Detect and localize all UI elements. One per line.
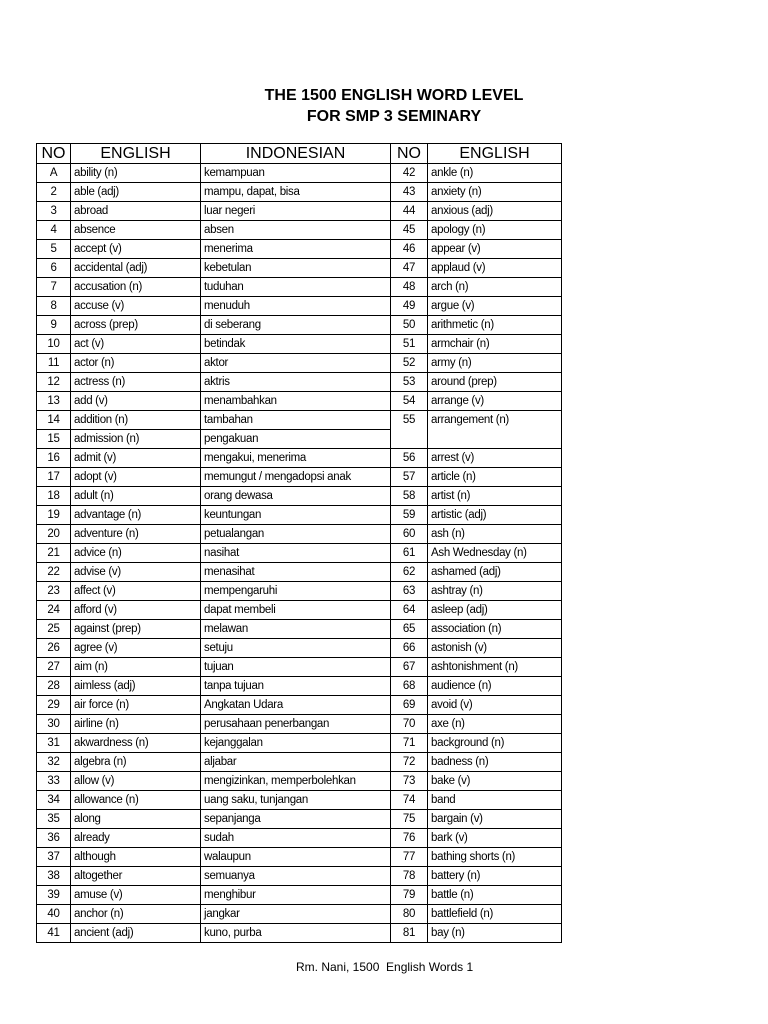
english-word-left: allow (v) <box>71 772 201 791</box>
row-number-right: 50 <box>391 316 428 335</box>
table-row <box>37 164 562 183</box>
indonesian-translation: nasihat <box>201 544 391 563</box>
table-row <box>37 259 562 278</box>
header-no-left: NO <box>37 144 71 164</box>
row-number-left: 13 <box>37 392 71 411</box>
row-number-left: 8 <box>37 297 71 316</box>
english-word-right: asleep (adj) <box>428 601 562 620</box>
english-word-right: applaud (v) <box>428 259 562 278</box>
row-number-right: 75 <box>391 810 428 829</box>
row-number-right: 64 <box>391 601 428 620</box>
vocabulary-table <box>36 143 562 943</box>
row-number-right: 81 <box>391 924 428 943</box>
indonesian-translation: keuntungan <box>201 506 391 525</box>
row-number-left: 36 <box>37 829 71 848</box>
english-word-left: agree (v) <box>71 639 201 658</box>
english-word-left: adventure (n) <box>71 525 201 544</box>
row-number-right: 72 <box>391 753 428 772</box>
row-number-left: 17 <box>37 468 71 487</box>
row-number-left: 32 <box>37 753 71 772</box>
row-number-right: 49 <box>391 297 428 316</box>
english-word-right: bay (n) <box>428 924 562 943</box>
row-number-right: 67 <box>391 658 428 677</box>
row-number-right: 68 <box>391 677 428 696</box>
english-word-left: advice (n) <box>71 544 201 563</box>
row-number-right: 62 <box>391 563 428 582</box>
table-row <box>37 601 562 620</box>
english-word-left: addition (n) <box>71 411 201 430</box>
row-number-left: 35 <box>37 810 71 829</box>
table-row <box>37 354 562 373</box>
english-word-right: arrest (v) <box>428 449 562 468</box>
row-number-right: 79 <box>391 886 428 905</box>
indonesian-translation: petualangan <box>201 525 391 544</box>
table-row <box>37 734 562 753</box>
english-word-right: appear (v) <box>428 240 562 259</box>
english-word-right: ashamed (adj) <box>428 563 562 582</box>
row-number-left: 15 <box>37 430 71 449</box>
english-word-right: ashtray (n) <box>428 582 562 601</box>
table-row <box>37 848 562 867</box>
row-number-right: 59 <box>391 506 428 525</box>
english-word-right: axe (n) <box>428 715 562 734</box>
row-number-right: 73 <box>391 772 428 791</box>
row-number-left: 21 <box>37 544 71 563</box>
english-word-left: abroad <box>71 202 201 221</box>
indonesian-translation: menerima <box>201 240 391 259</box>
english-word-left: across (prep) <box>71 316 201 335</box>
table-row <box>37 658 562 677</box>
indonesian-translation: walaupun <box>201 848 391 867</box>
row-number-left: 23 <box>37 582 71 601</box>
table-row <box>37 829 562 848</box>
table-row <box>37 886 562 905</box>
indonesian-translation: semuanya <box>201 867 391 886</box>
row-number-left: 24 <box>37 601 71 620</box>
header-english-right: ENGLISH <box>428 144 562 164</box>
row-number-left: 10 <box>37 335 71 354</box>
table-row <box>37 791 562 810</box>
indonesian-translation: luar negeri <box>201 202 391 221</box>
indonesian-translation: orang dewasa <box>201 487 391 506</box>
english-word-right: bark (v) <box>428 829 562 848</box>
row-number-right: 52 <box>391 354 428 373</box>
row-number-right: 44 <box>391 202 428 221</box>
row-number-right: 61 <box>391 544 428 563</box>
row-number-right: 46 <box>391 240 428 259</box>
header-english-left: ENGLISH <box>71 144 201 164</box>
english-word-left: accept (v) <box>71 240 201 259</box>
row-number-right: 63 <box>391 582 428 601</box>
row-number-left: 26 <box>37 639 71 658</box>
english-word-left: allowance (n) <box>71 791 201 810</box>
row-number-left: 6 <box>37 259 71 278</box>
english-word-right: avoid (v) <box>428 696 562 715</box>
english-word-right: army (n) <box>428 354 562 373</box>
english-word-right: background (n) <box>428 734 562 753</box>
row-number-right: 70 <box>391 715 428 734</box>
indonesian-translation: melawan <box>201 620 391 639</box>
english-word-right: argue (v) <box>428 297 562 316</box>
english-word-left: accuse (v) <box>71 297 201 316</box>
row-number-left: 34 <box>37 791 71 810</box>
indonesian-translation: kuno, purba <box>201 924 391 943</box>
row-number-left: 31 <box>37 734 71 753</box>
table-row <box>37 373 562 392</box>
row-number-right: 78 <box>391 867 428 886</box>
english-word-left: amuse (v) <box>71 886 201 905</box>
row-number-right: 71 <box>391 734 428 753</box>
english-word-left: air force (n) <box>71 696 201 715</box>
table-row <box>37 924 562 943</box>
english-word-left: against (prep) <box>71 620 201 639</box>
table-row <box>37 506 562 525</box>
table-row <box>37 525 562 544</box>
english-word-left: able (adj) <box>71 183 201 202</box>
row-number-right: 77 <box>391 848 428 867</box>
table-row <box>37 867 562 886</box>
indonesian-translation: jangkar <box>201 905 391 924</box>
indonesian-translation: mengakui, menerima <box>201 449 391 468</box>
english-word-right: battery (n) <box>428 867 562 886</box>
header-indonesian: INDONESIAN <box>201 144 391 164</box>
english-word-right: ash (n) <box>428 525 562 544</box>
row-number-right: 60 <box>391 525 428 544</box>
indonesian-translation: sudah <box>201 829 391 848</box>
indonesian-translation: aktris <box>201 373 391 392</box>
indonesian-translation: tanpa tujuan <box>201 677 391 696</box>
row-number-right: 80 <box>391 905 428 924</box>
english-word-right: battlefield (n) <box>428 905 562 924</box>
row-number-left: 30 <box>37 715 71 734</box>
indonesian-translation: mempengaruhi <box>201 582 391 601</box>
table-row <box>37 620 562 639</box>
english-word-right: bake (v) <box>428 772 562 791</box>
row-number-left: 11 <box>37 354 71 373</box>
table-row <box>37 677 562 696</box>
indonesian-translation: kebetulan <box>201 259 391 278</box>
english-word-right: Ash Wednesday (n) <box>428 544 562 563</box>
indonesian-translation: tuduhan <box>201 278 391 297</box>
row-number-left: 14 <box>37 411 71 430</box>
row-number-left: 5 <box>37 240 71 259</box>
indonesian-translation: aktor <box>201 354 391 373</box>
indonesian-translation: menghibur <box>201 886 391 905</box>
table-row <box>37 905 562 924</box>
row-number-left: 33 <box>37 772 71 791</box>
indonesian-translation: menuduh <box>201 297 391 316</box>
row-number-left: 16 <box>37 449 71 468</box>
row-number-left: 18 <box>37 487 71 506</box>
row-number-right: 65 <box>391 620 428 639</box>
indonesian-translation: menasihat <box>201 563 391 582</box>
indonesian-translation: uang saku, tunjangan <box>201 791 391 810</box>
english-word-left: aim (n) <box>71 658 201 677</box>
english-word-left: aimless (adj) <box>71 677 201 696</box>
english-word-left: advantage (n) <box>71 506 201 525</box>
row-number-left: 29 <box>37 696 71 715</box>
indonesian-translation: setuju <box>201 639 391 658</box>
english-word-left: absence <box>71 221 201 240</box>
page-footer: Rm. Nani, 1500 English Words 1 <box>296 960 474 974</box>
english-word-right: anxious (adj) <box>428 202 562 221</box>
row-number-left: 4 <box>37 221 71 240</box>
english-word-left: ancient (adj) <box>71 924 201 943</box>
table-row <box>37 753 562 772</box>
table-row <box>37 392 562 411</box>
english-word-right: battle (n) <box>428 886 562 905</box>
row-number-left: 9 <box>37 316 71 335</box>
indonesian-translation: betindak <box>201 335 391 354</box>
table-row <box>37 810 562 829</box>
row-number-left: 41 <box>37 924 71 943</box>
table-row <box>37 582 562 601</box>
table-row <box>37 240 562 259</box>
english-word-left: anchor (n) <box>71 905 201 924</box>
english-word-right: artist (n) <box>428 487 562 506</box>
english-word-left: accidental (adj) <box>71 259 201 278</box>
table-row <box>37 449 562 468</box>
table-row <box>37 335 562 354</box>
row-number-left: 3 <box>37 202 71 221</box>
indonesian-translation: tujuan <box>201 658 391 677</box>
english-word-left: admission (n) <box>71 430 201 449</box>
row-number-left: 20 <box>37 525 71 544</box>
english-word-left: akwardness (n) <box>71 734 201 753</box>
indonesian-translation: tambahan <box>201 411 391 430</box>
row-number-left: 39 <box>37 886 71 905</box>
document-title-line-1: THE 1500 ENGLISH WORD LEVEL <box>264 87 524 104</box>
row-number-right: 53 <box>391 373 428 392</box>
row-number-left: 7 <box>37 278 71 297</box>
table-row <box>37 487 562 506</box>
english-word-left: advise (v) <box>71 563 201 582</box>
english-word-right: bargain (v) <box>428 810 562 829</box>
row-number-right: 58 <box>391 487 428 506</box>
table-row <box>37 772 562 791</box>
table-row <box>37 544 562 563</box>
row-number-right: 43 <box>391 183 428 202</box>
english-word-right: astonish (v) <box>428 639 562 658</box>
row-number-left: 12 <box>37 373 71 392</box>
english-word-left: although <box>71 848 201 867</box>
indonesian-translation: memungut / mengadopsi anak <box>201 468 391 487</box>
row-number-right: 45 <box>391 221 428 240</box>
document-title-line-2: FOR SMP 3 SEMINARY <box>306 108 482 125</box>
row-number-right: 69 <box>391 696 428 715</box>
table-row <box>37 202 562 221</box>
english-word-left: airline (n) <box>71 715 201 734</box>
english-word-right: band <box>428 791 562 810</box>
row-number-left: 22 <box>37 563 71 582</box>
english-word-right: association (n) <box>428 620 562 639</box>
table-row <box>37 563 562 582</box>
row-number-right: 48 <box>391 278 428 297</box>
english-word-left: actor (n) <box>71 354 201 373</box>
table-row <box>37 183 562 202</box>
english-word-left: add (v) <box>71 392 201 411</box>
row-number-right: 55 <box>391 411 428 449</box>
indonesian-translation: dapat membeli <box>201 601 391 620</box>
english-word-right: around (prep) <box>428 373 562 392</box>
english-word-right: arch (n) <box>428 278 562 297</box>
row-number-left: 28 <box>37 677 71 696</box>
table-row <box>37 639 562 658</box>
english-word-right: bathing shorts (n) <box>428 848 562 867</box>
indonesian-translation: pengakuan <box>201 430 391 449</box>
english-word-right: ashtonishment (n) <box>428 658 562 677</box>
row-number-left: 2 <box>37 183 71 202</box>
table-row <box>37 696 562 715</box>
indonesian-translation: aljabar <box>201 753 391 772</box>
row-number-right: 47 <box>391 259 428 278</box>
english-word-right: anxiety (n) <box>428 183 562 202</box>
table-row <box>37 297 562 316</box>
indonesian-translation: mampu, dapat, bisa <box>201 183 391 202</box>
english-word-right: ankle (n) <box>428 164 562 183</box>
row-number-left: 19 <box>37 506 71 525</box>
table-row <box>37 715 562 734</box>
indonesian-translation: Angkatan Udara <box>201 696 391 715</box>
header-no-right: NO <box>391 144 428 164</box>
row-number-right: 56 <box>391 449 428 468</box>
indonesian-translation: perusahaan penerbangan <box>201 715 391 734</box>
english-word-left: accusation (n) <box>71 278 201 297</box>
indonesian-translation: mengizinkan, memperbolehkan <box>201 772 391 791</box>
english-word-left: algebra (n) <box>71 753 201 772</box>
table-row <box>37 316 562 335</box>
english-word-left: adopt (v) <box>71 468 201 487</box>
english-word-left: along <box>71 810 201 829</box>
english-word-left: adult (n) <box>71 487 201 506</box>
english-word-right: apology (n) <box>428 221 562 240</box>
table-row <box>37 278 562 297</box>
english-word-left: ability (n) <box>71 164 201 183</box>
row-number-left: 27 <box>37 658 71 677</box>
indonesian-translation: absen <box>201 221 391 240</box>
english-word-right: audience (n) <box>428 677 562 696</box>
row-number-right: 54 <box>391 392 428 411</box>
english-word-right: badness (n) <box>428 753 562 772</box>
table-body <box>37 164 562 943</box>
row-number-left: 38 <box>37 867 71 886</box>
row-number-left: 40 <box>37 905 71 924</box>
row-number-left: A <box>37 164 71 183</box>
english-word-left: admit (v) <box>71 449 201 468</box>
english-word-right: artistic (adj) <box>428 506 562 525</box>
english-word-left: altogether <box>71 867 201 886</box>
row-number-left: 37 <box>37 848 71 867</box>
english-word-left: actress (n) <box>71 373 201 392</box>
english-word-left: afford (v) <box>71 601 201 620</box>
english-word-left: act (v) <box>71 335 201 354</box>
english-word-right: article (n) <box>428 468 562 487</box>
table-row <box>37 221 562 240</box>
indonesian-translation: kemampuan <box>201 164 391 183</box>
row-number-right: 42 <box>391 164 428 183</box>
table-row <box>37 411 562 430</box>
row-number-right: 66 <box>391 639 428 658</box>
indonesian-translation: kejanggalan <box>201 734 391 753</box>
english-word-right: arrangement (n) <box>428 411 562 449</box>
english-word-left: already <box>71 829 201 848</box>
english-word-right: arithmetic (n) <box>428 316 562 335</box>
table-header-row <box>37 144 562 164</box>
english-word-left: affect (v) <box>71 582 201 601</box>
indonesian-translation: di seberang <box>201 316 391 335</box>
english-word-right: arrange (v) <box>428 392 562 411</box>
indonesian-translation: menambahkan <box>201 392 391 411</box>
row-number-left: 25 <box>37 620 71 639</box>
english-word-right: armchair (n) <box>428 335 562 354</box>
row-number-right: 76 <box>391 829 428 848</box>
indonesian-translation: sepanjanga <box>201 810 391 829</box>
table-row <box>37 468 562 487</box>
row-number-right: 74 <box>391 791 428 810</box>
row-number-right: 51 <box>391 335 428 354</box>
row-number-right: 57 <box>391 468 428 487</box>
